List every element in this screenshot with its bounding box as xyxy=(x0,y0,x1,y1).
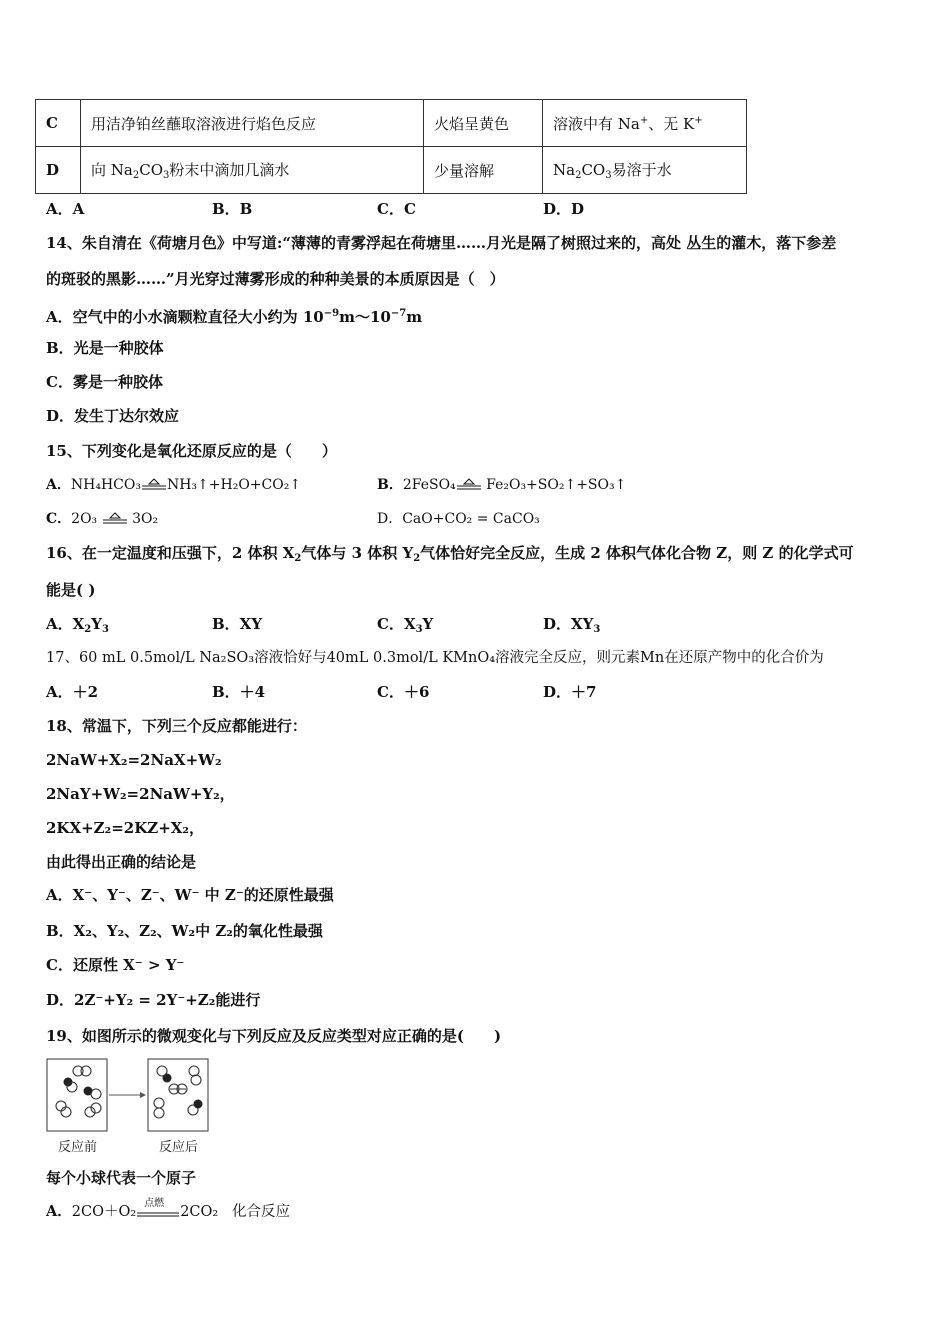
heat-arrow-icon xyxy=(141,478,167,492)
text: 易溶于水 xyxy=(611,161,672,179)
text: NH₃↑+H₂O+CO₂↑ xyxy=(166,477,302,493)
q19-option-a xyxy=(46,1198,291,1222)
text: 粉末中滴加几滴水 xyxy=(169,161,290,179)
q18-stem: 18、常温下，下列三个反应都能进行： xyxy=(46,717,307,735)
experiment-table xyxy=(35,99,747,194)
text: Fe₂O₃+SO₂↑+SO₃↑ xyxy=(486,477,627,493)
text: + xyxy=(639,114,649,126)
text: Na xyxy=(553,161,576,179)
text: 2CO₂ xyxy=(180,1204,219,1220)
row-letter: D xyxy=(36,147,81,194)
q17-option-b: B．＋4 xyxy=(212,683,266,701)
q14-option-a xyxy=(46,304,422,327)
q18-lead: 由此得出正确的结论是 xyxy=(46,853,197,871)
row-letter: C xyxy=(36,100,81,147)
q19-note: 每个小球代表一个原子 xyxy=(46,1169,197,1187)
text: 3 xyxy=(593,624,601,635)
q18-option-c: C．还原性 X⁻ > Y⁻ xyxy=(46,956,185,974)
q16-option-a xyxy=(46,614,109,640)
text: CO xyxy=(581,161,606,179)
text: 2O₃ xyxy=(71,511,98,527)
condition-label: 点燃 xyxy=(144,1198,165,1209)
text: m xyxy=(406,308,423,326)
q16-option-b: B．XY xyxy=(212,615,263,633)
text: D．XY xyxy=(543,615,594,633)
text: m～10 xyxy=(339,308,391,326)
text: 气体与 3 体积 Y xyxy=(301,544,414,562)
text: B． xyxy=(377,477,403,493)
text: A． xyxy=(46,477,71,493)
text: 3 xyxy=(605,170,612,181)
text: 2 xyxy=(84,624,92,635)
q13-option-c: C．C xyxy=(377,200,416,218)
text: C． xyxy=(46,511,72,527)
text: CO xyxy=(139,161,163,179)
q16-option-c xyxy=(377,614,433,640)
q13-option-b: B．B xyxy=(212,200,253,218)
text: NH₄HCO₃ xyxy=(70,477,141,493)
ignition-arrow xyxy=(136,1198,180,1221)
text: Y xyxy=(91,615,102,633)
q15-option-c xyxy=(46,509,158,529)
q15-option-b xyxy=(377,475,626,495)
q14-option-c: C．雾是一种胶体 xyxy=(46,373,163,391)
q14-option-b: B．光是一种胶体 xyxy=(46,339,164,357)
q16-option-d xyxy=(543,614,600,640)
text: A． xyxy=(46,1203,72,1220)
text: Y xyxy=(422,615,434,633)
q17-option-d: D．＋7 xyxy=(543,683,597,701)
q19-stem: 19、如图所示的微观变化与下列反应及反应类型对应正确的是( ) xyxy=(46,1027,502,1045)
q16-stem-line1 xyxy=(46,543,854,569)
table-row xyxy=(36,100,747,147)
q18-option-a: A．X⁻、Y⁻、Z⁻、W⁻ 中 Z⁻的还原性最强 xyxy=(46,886,334,904)
text: 2 xyxy=(575,170,582,181)
text: 化合反应 xyxy=(232,1204,291,1220)
text: 3O₂ xyxy=(132,511,159,527)
text: 3 xyxy=(163,170,170,181)
q15-option-d: D．CaO+CO₂ = CaCO₃ xyxy=(377,511,540,527)
q13-option-a: A．A xyxy=(46,200,85,218)
row-procedure xyxy=(81,147,424,194)
text: 向 Na xyxy=(91,161,133,179)
q17-stem: 17、60 mL 0.5mol/L Na₂SO₃溶液恰好与40mL 0.3mol/L KMnO₄溶液完全反应，则元素Mn在还原产物中的化合价为 xyxy=(46,650,824,666)
q18-eq3: 2KX+Z₂=2KZ+X₂， xyxy=(46,819,204,837)
text: + xyxy=(694,114,703,126)
heat-arrow-icon xyxy=(456,478,482,492)
q18-eq1: 2NaW+X₂=2NaX+W₂ xyxy=(46,751,222,769)
row-procedure: 用洁净铂丝蘸取溶液进行焰色反应 xyxy=(81,100,424,147)
text: 、无 K xyxy=(648,114,695,133)
q13-option-d: D．D xyxy=(543,200,585,218)
q18-option-d: D．2Z⁻+Y₂ = 2Y⁻+Z₂能进行 xyxy=(46,991,261,1009)
heat-arrow-icon xyxy=(102,512,128,526)
text: A．空气中的小水滴颗粒直径大小约为 10 xyxy=(46,308,324,326)
q14-stem-line1: 14、朱自清在《荷塘月色》中写道:“薄薄的青雾浮起在荷塘里……月光是隔了树照过来的，高处 丛生的灌木，落下参差 xyxy=(46,234,837,252)
q14-stem-line2: 的斑驳的黑影……”月光穿过薄雾形成的种种美景的本质原因是（ ） xyxy=(46,270,505,288)
reaction-figure xyxy=(46,1058,216,1156)
q17-option-c: C．＋6 xyxy=(377,683,430,701)
row-conclusion xyxy=(543,100,747,147)
q17-option-a: A．＋2 xyxy=(46,683,99,701)
q15-option-a xyxy=(46,475,301,495)
row-phenomenon: 少量溶解 xyxy=(424,147,543,194)
row-conclusion xyxy=(543,147,747,194)
text: −7 xyxy=(390,308,407,319)
text: 3 xyxy=(415,624,423,635)
text: 3 xyxy=(101,624,109,635)
text: 2 xyxy=(413,553,421,564)
text: 2FeSO₄ xyxy=(402,477,456,493)
text: C．X xyxy=(377,615,416,633)
q16-stem-line2: 能是( ) xyxy=(46,581,96,599)
fig-label-after: 反应后 xyxy=(159,1140,199,1155)
text: 溶液中有 Na xyxy=(553,114,640,133)
row-phenomenon: 火焰呈黄色 xyxy=(424,100,543,147)
fig-label-before: 反应前 xyxy=(58,1140,98,1155)
text: 2 xyxy=(294,553,302,564)
text: 2 xyxy=(132,170,140,181)
text: A．X xyxy=(46,615,85,633)
text: 16、在一定温度和压强下，2 体积 X xyxy=(46,544,295,562)
q15-stem: 15、下列变化是氧化还原反应的是（ ） xyxy=(46,442,337,460)
text: −9 xyxy=(323,308,340,319)
table-row xyxy=(36,147,747,194)
text: 气体恰好完全反应，生成 2 体积气体化合物 Z，则 Z 的化学式可 xyxy=(420,544,854,562)
q18-option-b: B．X₂、Y₂、Z₂、W₂中 Z₂的氧化性最强 xyxy=(46,922,323,940)
q18-eq2: 2NaY+W₂=2NaW+Y₂， xyxy=(46,785,235,803)
q14-option-d: D．发生丁达尔效应 xyxy=(46,407,180,425)
text: 2CO＋O₂ xyxy=(71,1204,137,1220)
